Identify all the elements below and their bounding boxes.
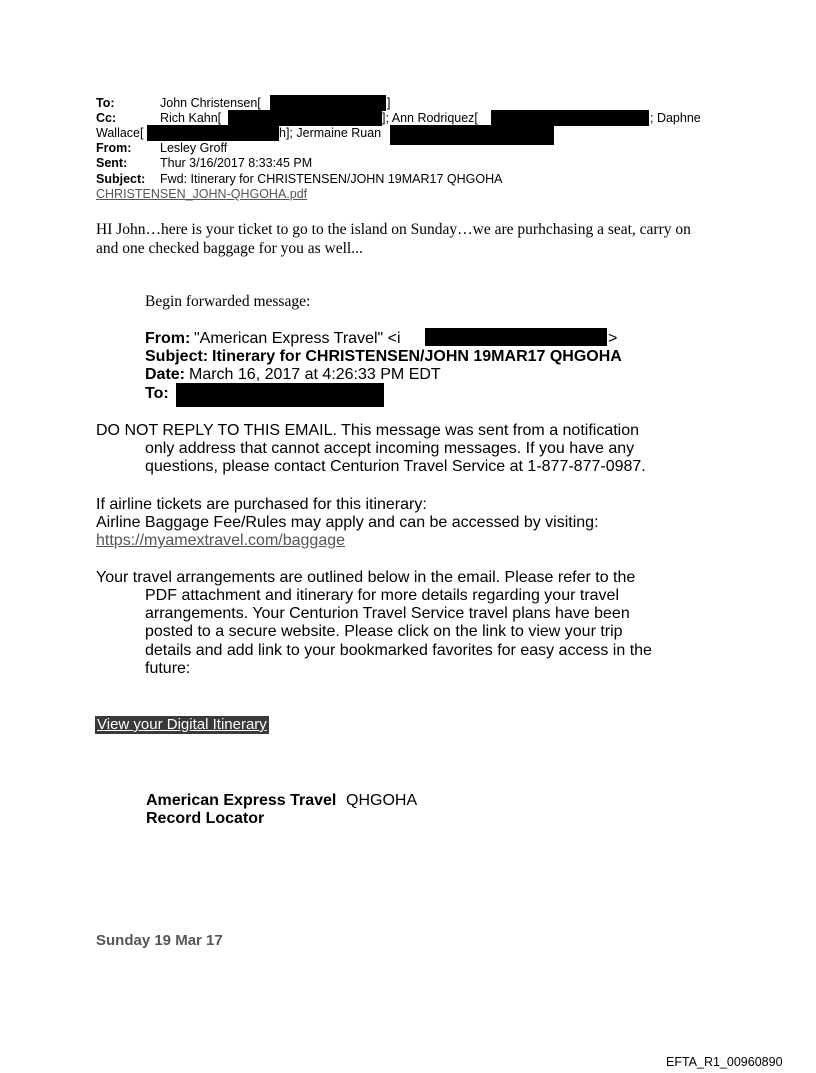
baggage-link[interactable]: https://myamextravel.com/baggage [96, 532, 346, 549]
redaction-box [228, 110, 382, 126]
attachment-link[interactable]: CHRISTENSEN_JOHN-QHGOHA.pdf [96, 187, 308, 201]
fwd-from-close: > [608, 330, 618, 347]
day-header: Sunday 19 Mar 17 [96, 932, 223, 949]
intro-message [96, 220, 691, 258]
cc-value-2: ]; Ann Rodriquez[ [382, 111, 478, 125]
cc-value-5: h]; Jermaine Ruan [279, 126, 382, 140]
cc-value-3: ; Daphne [650, 111, 701, 125]
cc-label: Cc: [96, 111, 117, 125]
subject-value: Fwd: Itinerary for CHRISTENSEN/JOHN 19MAR17 QHGOHA [160, 172, 503, 186]
to-value: John Christensen[ [160, 96, 261, 110]
redaction-box [270, 95, 386, 111]
arrangements-line: posted to a secure website. Please click on the link to view your trip [145, 623, 623, 640]
fwd-from-label: From: [145, 330, 191, 347]
document-id: EFTA_R1_00960890 [666, 1055, 783, 1069]
to-label: To: [96, 96, 115, 110]
fwd-subject-label: Subject: [145, 348, 209, 365]
arrangements-line: details and add link to your bookmarked favorites for easy access in the [145, 642, 652, 659]
notice-line: DO NOT REPLY TO THIS EMAIL. This message was sent from a notification [96, 422, 640, 439]
redaction-box [390, 125, 554, 145]
cc-value-4: Wallace[ [96, 126, 144, 140]
locator-code: QHGOHA [346, 792, 418, 809]
subject-label: Subject: [96, 172, 146, 186]
fwd-from-value: "American Express Travel" <i [194, 330, 401, 347]
fwd-date-label: Date: [145, 366, 186, 383]
redaction-box [147, 125, 279, 141]
arrangements-line: PDF attachment and itinerary for more details regarding your travel [145, 587, 619, 604]
view-digital-itinerary-button[interactable]: View your Digital Itinerary [97, 716, 267, 733]
sent-label: Sent: [96, 156, 128, 170]
fwd-date-value: March 16, 2017 at 4:26:33 PM EDT [189, 366, 441, 383]
begin-forwarded-label: Begin forwarded message: [145, 293, 311, 310]
intro-line: HI John…here is your ticket to go to the island on Sunday…we are purhchasing a seat, carry on [96, 221, 691, 238]
baggage-line: If airline tickets are purchased for this itinerary: [96, 496, 427, 513]
redaction-box [176, 383, 384, 407]
arrangements-line: future: [145, 660, 191, 677]
from-value: Lesley Groff [160, 141, 228, 155]
from-label: From: [96, 141, 132, 155]
arrangements-line: arrangements. Your Centurion Travel Service travel plans have been [145, 605, 630, 622]
locator-label: Record Locator [146, 810, 265, 827]
cc-value-1: Rich Kahn[ [160, 111, 222, 125]
arrangements-line: Your travel arrangements are outlined below in the email. Please refer to the [96, 569, 636, 586]
redaction-box [491, 110, 649, 126]
baggage-line: Airline Baggage Fee/Rules may apply and can be accessed by visiting: [96, 514, 599, 531]
notice-line: questions, please contact Centurion Travel Service at 1-877-877-0987. [145, 458, 646, 475]
notice-line: only address that cannot accept incoming messages. If you have any [145, 440, 635, 457]
locator-label: American Express Travel [146, 792, 337, 809]
to-close: ] [387, 96, 391, 110]
intro-line: and one checked baggage for you as well... [96, 240, 363, 257]
redaction-box [425, 328, 607, 346]
fwd-subject-value: Itinerary for CHRISTENSEN/JOHN 19MAR17 QHGOHA [212, 348, 622, 365]
fwd-to-label: To: [145, 385, 169, 402]
sent-value: Thur 3/16/2017 8:33:45 PM [160, 156, 313, 170]
